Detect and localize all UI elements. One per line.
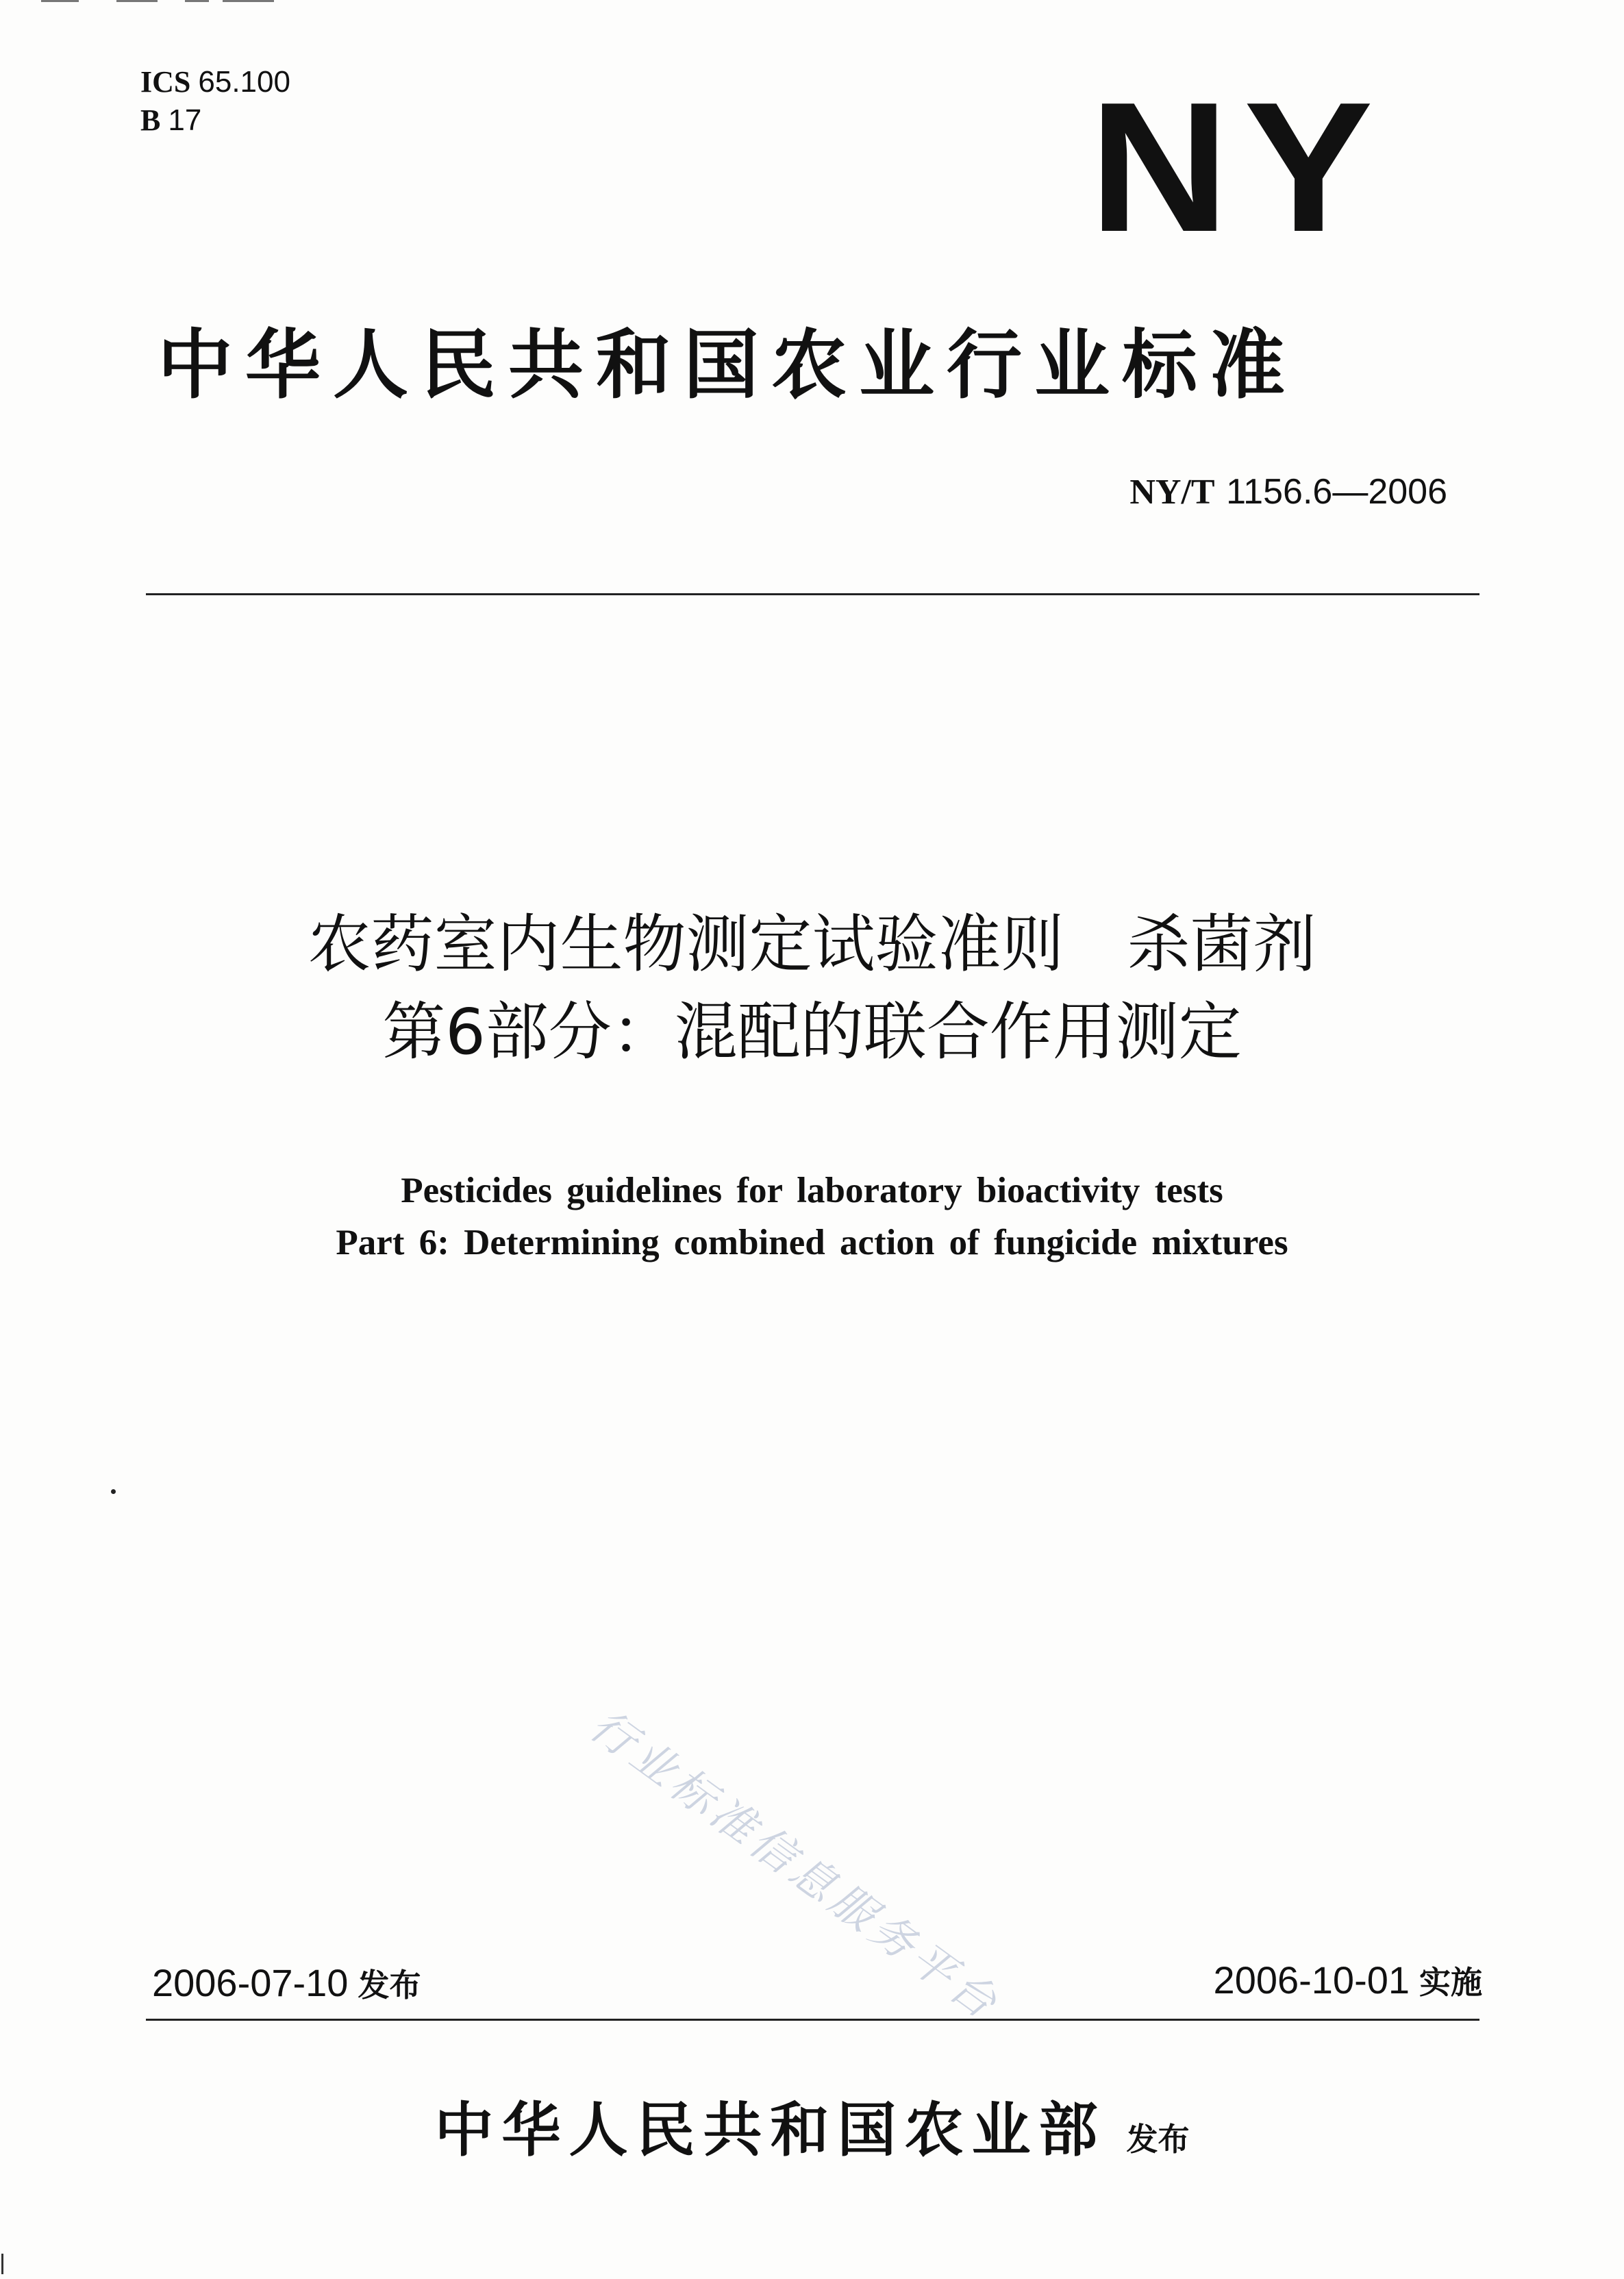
- classification-codes: [140, 63, 290, 140]
- scan-edge-artifact: [1, 2254, 3, 2274]
- scan-dot-artifact: [111, 1489, 116, 1494]
- document-title-cn: [0, 901, 1624, 1076]
- header-divider: [146, 593, 1479, 595]
- standard-number-prefix: NY/T: [1129, 473, 1215, 512]
- ccs-code: B 17: [140, 103, 202, 137]
- standard-number: [1129, 471, 1447, 512]
- document-title-en-line1: Pesticides guidelines for laboratory bioactivity tests: [401, 1171, 1223, 1210]
- issue-date: [152, 1960, 421, 2006]
- watermark: 行业标准信息服务平台: [580, 1700, 1010, 2032]
- issuer-name: 中华人民共和国农业部: [434, 2095, 1106, 2165]
- standard-category-title: 中华人民共和国农业行业标准: [158, 321, 1297, 409]
- document-title-cn-line2: 第6部分：混配的联合作用测定: [382, 995, 1242, 1069]
- issue-date-value: 2006-07-10: [152, 1961, 349, 2004]
- issue-date-label: 发布: [358, 1967, 421, 2004]
- document-title-en-line2: Part 6: Determining combined action of fungicide mixtures: [336, 1223, 1288, 1262]
- effective-date-label: 实施: [1419, 1964, 1482, 2001]
- standard-number-value: 1156.6—2006: [1226, 472, 1447, 512]
- issuing-authority: [0, 2082, 1624, 2167]
- document-title-en: [0, 1165, 1624, 1269]
- ny-logo: NY: [1089, 64, 1388, 271]
- ics-code: ICS 65.100: [140, 65, 290, 99]
- effective-date: [1214, 1958, 1482, 2003]
- footer-divider: [146, 2019, 1479, 2021]
- document-title-cn-line1: 农药室内生物测定试验准则 杀菌剂: [308, 908, 1316, 981]
- issuer-action: 发布: [1126, 2121, 1190, 2158]
- effective-date-value: 2006-10-01: [1213, 1958, 1410, 2002]
